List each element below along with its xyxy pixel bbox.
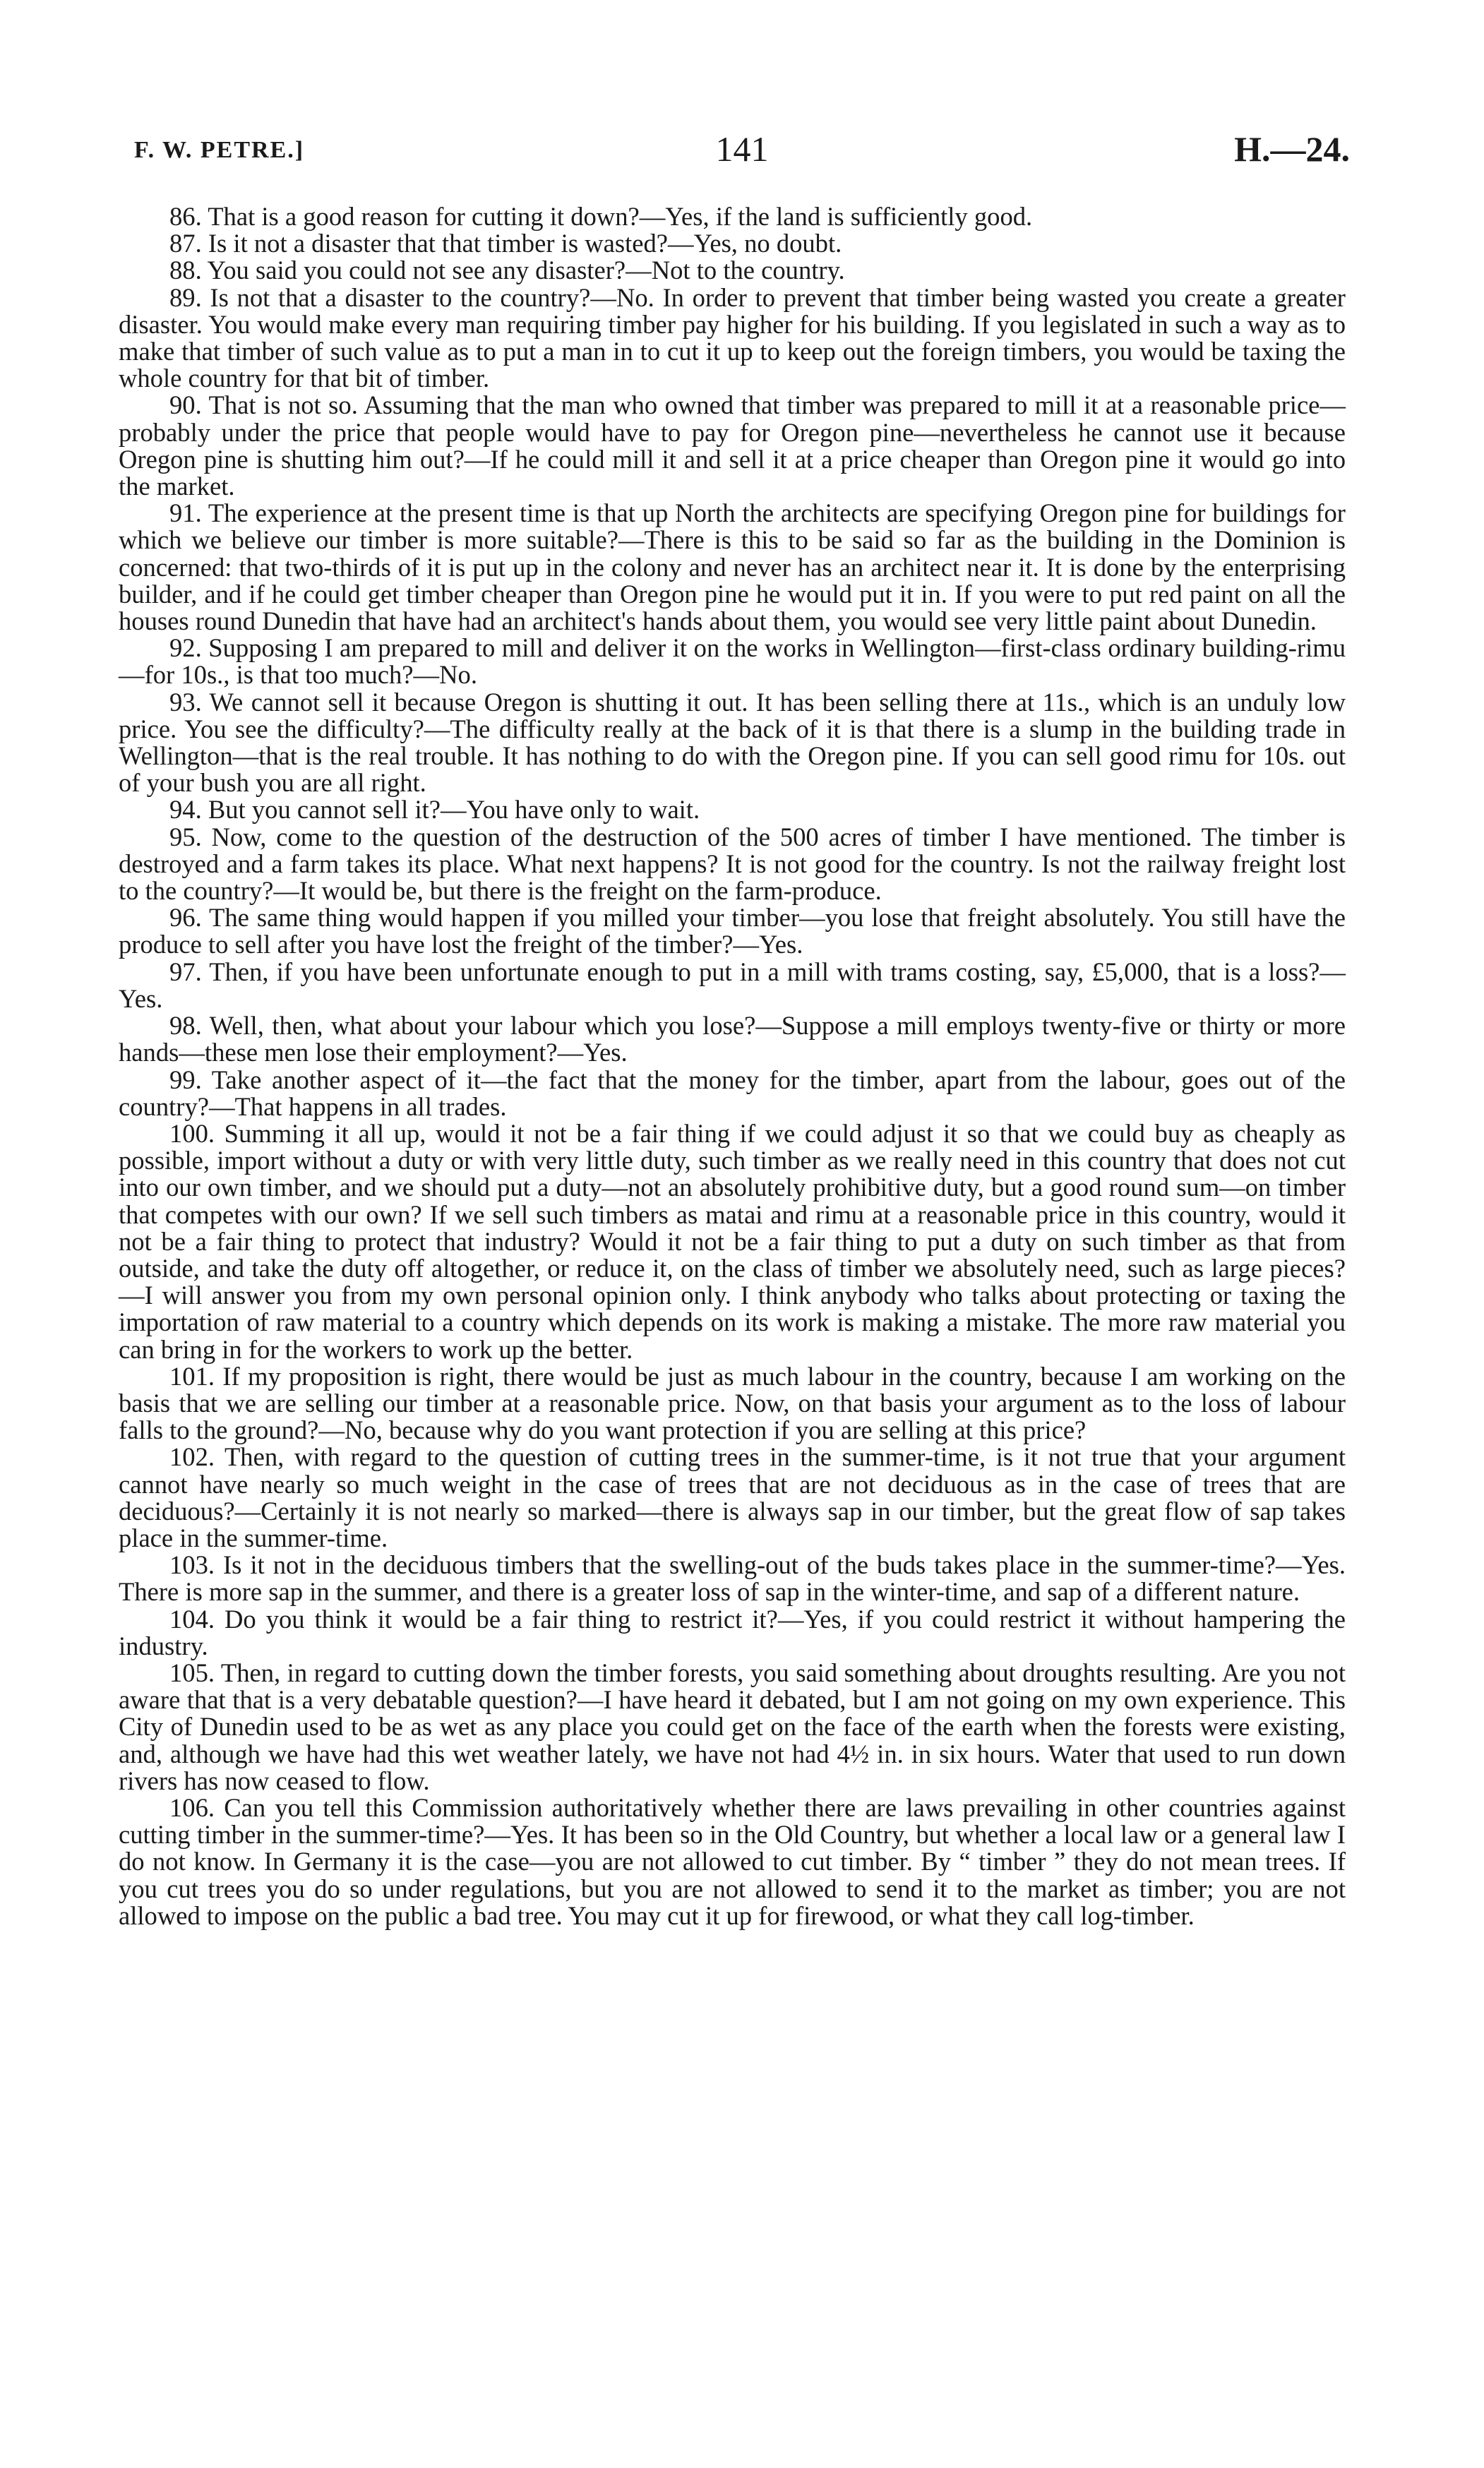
paragraph-103: 103. Is it not in the deciduous timbers that the swelling-out of the buds takes place in the summer-time?—Yes. There is more sap in the summer, and there is a greater loss of sap in the winter-time, and sap of a different nature. [119,1550,1346,1607]
paragraph-88: 88. You said you could not see any disaster?—Not to the country. [169,256,845,285]
paragraph-99: 99. Take another aspect of it—the fact that the money for the timber, apart from the labour, goes out of the country?—That happens in all trades. [119,1065,1346,1121]
witness-name: F. W. PETRE.] [134,137,305,163]
paragraph-95: 95. Now, come to the question of the destruction of the 500 acres of timber I have mentioned. The timber is destroyed and a farm takes its place. What next happens? It is not good for the country. Is not the railway freight lost to the country?—It would be, but there is the freight on the farm-produce. [119,822,1346,906]
document-reference: H.—24. [1234,129,1350,169]
page-number: 141 [715,129,769,169]
paragraph-86: 86. That is a good reason for cutting it down?—Yes, if the land is sufficiently good. [169,202,1033,231]
paragraph-100: 100. Summing it all up, would it not be a fair thing if we could adjust it so that we could buy as cheaply as possible, import without a duty or with very little duty, such timber as we really need in this country that does not cut into our own timber, and we should put a duty—not an absolutely prohibitive duty, but a good round sum—on timber that competes with our own? If we sell such timbers as matai and rimu at a reasonable price in this country, would it not be a fair thing to protect that industry? Would it not be a fair thing to put a duty on such timber as that from outside, and take the duty off altogether, or reduce it, on the class of timber we absolutely need, such as large pieces?—I will answer you from my own personal opinion only. I think anybody who talks about protecting or taxing the importation of raw material to a country which depends on its work is making a mistake. The more raw material you can bring in for the workers to work up the better. [119,1118,1346,1364]
paragraph-87: 87. Is it not a disaster that that timber is wasted?—Yes, no doubt. [169,229,842,258]
paragraph-101: 101. If my proposition is right, there would be just as much labour in the country, because I am working on the basis that we are selling our timber at a reasonable price. Now, on that basis your argument as to the loss of labour falls to the ground?—No, because why do you want protection if you are selling at this price? [119,1361,1346,1445]
paragraph-106: 106. Can you tell this Commission authoritatively whether there are laws prevailing in other countries against cutting timber in the summer-time?—Yes. It has been so in the Old Country, but whether a local law or a general law I do not know. In Germany it is the case—you are not allowed to cut timber. By “ timber ” they do not mean trees. If you cut trees you do so under regulations, but you are not allowed to send it to the market as timber; you are not allowed to impose on the public a bad tree. You may cut it up for firewood, or what they call log-timber. [119,1792,1346,1930]
paragraph-102: 102. Then, with regard to the question of cutting trees in the summer-time, is it not true that your argument cannot have nearly so much weight in the case of trees that are not deciduous as in the case of trees that are deciduous?—Certainly it is not nearly so marked—there is always sap in our timber, but the great flow of sap takes place in the summer-time. [119,1442,1346,1552]
paragraph-90: 90. That is not so. Assuming that the man who owned that timber was prepared to mill it at a reasonable price—probably under the price that people would have to pay for Oregon pine—nevertheless he cannot use it because Oregon pine is shutting him out?—If he could mill it and sell it at a price cheaper than Oregon pine it would go into the market. [119,390,1346,501]
page-header [134,126,1350,168]
paragraph-93: 93. We cannot sell it because Oregon is shutting it out. It has been selling there at 11s., which is an unduly low price. You see the difficulty?—The difficulty really at the back of it is that there is a slump in the building trade in Wellington—that is the real trouble. It has nothing to do with the Oregon pine. If you can sell good rimu for 10s. out of your bush you are all right. [119,687,1346,798]
paragraph-105: 105. Then, in regard to cutting down the timber forests, you said something about droughts resulting. Are you not aware that that is a very debatable question?—I have heard it debated, but I am not going on my own experience. This City of Dunedin used to be as wet as any place you could get on the face of the earth when the forests were existing, and, although we have had this wet weather lately, we have not had 4½ in. in six hours. Water that used to run down rivers has now ceased to flow. [119,1658,1346,1795]
paragraph-91: 91. The experience at the present time is that up North the architects are specifying Oregon pine for buildings for which we believe our timber is more suitable?—There is this to be said so far as the building in the Dominion is concerned: that two-thirds of it is put up in the colony and never has an architect near it. It is done by the enterprising builder, and if he could get timber cheaper than Oregon pine he would put it in. If you were to put red paint on all the houses round Dunedin that have had an architect's hands about them, you would see very little paint about Dunedin. [119,498,1346,636]
paragraph-98: 98. Well, then, what about your labour which you lose?—Suppose a mill employs twenty-five or thirty or more hands—these men lose their employment?—Yes. [119,1011,1346,1067]
paragraph-104: 104. Do you think it would be a fair thing to restrict it?—Yes, if you could restrict it without hampering the industry. [119,1604,1346,1660]
paragraph-89: 89. Is not that a disaster to the country?—No. In order to prevent that timber being wasted you create a greater disaster. You would make every man requiring timber pay higher for his building. If you legislated in such a way as to make that timber of such value as to put a man in to cut it up to keep out the foreign timbers, you would be taxing the whole country for that bit of timber. [119,282,1346,393]
paragraph-96: 96. The same thing would happen if you milled your timber—you lose that freight absolutely. You still have the produce to sell after you have lost the freight of the timber?—Yes. [119,903,1346,959]
paragraph-92: 92. Supposing I am prepared to mill and deliver it on the works in Wellington—first-class ordinary building-rimu—for 10s., is that too much?—No. [119,633,1346,690]
testimony-text [119,203,1346,1929]
paragraph-97: 97. Then, if you have been unfortunate enough to put in a mill with trams costing, say, £5,000, that is a loss?—Yes. [119,957,1346,1013]
paragraph-94: 94. But you cannot sell it?—You have only to wait. [169,795,700,825]
